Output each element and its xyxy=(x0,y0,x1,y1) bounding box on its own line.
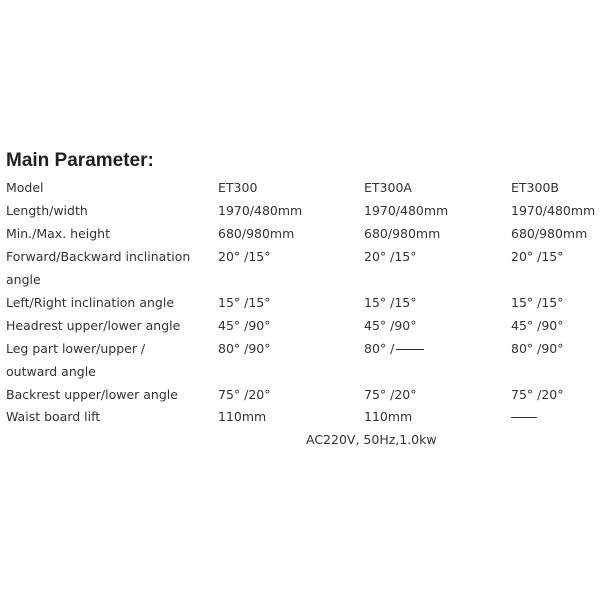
value-headrest-et300a: 45° /90° xyxy=(364,318,417,333)
value-waist-board-et300a: 110mm xyxy=(364,409,413,424)
model-label: Model xyxy=(6,180,44,195)
value-length-width-et300: 1970/480mm xyxy=(218,203,303,218)
row-label-fb-inclination-cont: angle xyxy=(6,272,41,287)
value-leg-part-et300: 80° /90° xyxy=(218,341,271,356)
row-label-leg-part: Leg part lower/upper / xyxy=(6,341,146,356)
value-fb-inclination-et300b: 20° /15° xyxy=(511,249,564,264)
model-et300b: ET300B xyxy=(511,180,559,195)
value-height-et300a: 680/980mm xyxy=(364,226,441,241)
value-backrest-et300a: 75° /20° xyxy=(364,387,417,402)
value-headrest-et300: 45° /90° xyxy=(218,318,271,333)
dash-mark xyxy=(396,349,424,350)
row-label-leg-part-cont: outward angle xyxy=(6,364,96,379)
row-label-headrest: Headrest upper/lower angle xyxy=(6,318,181,333)
power-spec: AC220V, 50Hz,1.0kw xyxy=(306,432,437,447)
section-title: Main Parameter: xyxy=(6,150,154,171)
value-leg-part-et300b: 80° /90° xyxy=(511,341,564,356)
value-height-et300: 680/980mm xyxy=(218,226,295,241)
value-leg-part-et300a xyxy=(364,341,424,357)
value-lr-inclination-et300: 15° /15° xyxy=(218,295,271,310)
value-backrest-et300b: 75° /20° xyxy=(511,387,564,402)
value-backrest-et300: 75° /20° xyxy=(218,387,271,402)
model-et300: ET300 xyxy=(218,180,258,195)
value-lr-inclination-et300a: 15° /15° xyxy=(364,295,417,310)
value-length-width-et300a: 1970/480mm xyxy=(364,203,449,218)
value-lr-inclination-et300b: 15° /15° xyxy=(511,295,564,310)
row-label-fb-inclination: Forward/Backward inclination xyxy=(6,249,191,264)
row-label-waist-board: Waist board lift xyxy=(6,409,101,424)
model-et300a: ET300A xyxy=(364,180,412,195)
row-label-lr-inclination: Left/Right inclination angle xyxy=(6,295,175,310)
value-fb-inclination-et300: 20° /15° xyxy=(218,249,271,264)
value-fb-inclination-et300a: 20° /15° xyxy=(364,249,417,264)
value-waist-board-et300b-dash xyxy=(511,417,537,418)
value-height-et300b: 680/980mm xyxy=(511,226,588,241)
row-label-height: Min./Max. height xyxy=(6,226,110,241)
row-label-backrest: Backrest upper/lower angle xyxy=(6,387,178,402)
value-waist-board-et300: 110mm xyxy=(218,409,267,424)
row-label-length-width: Length/width xyxy=(6,203,88,218)
value-leg-part-et300a-text: 80° / xyxy=(364,341,395,356)
value-headrest-et300b: 45° /90° xyxy=(511,318,564,333)
value-length-width-et300b: 1970/480mm xyxy=(511,203,596,218)
